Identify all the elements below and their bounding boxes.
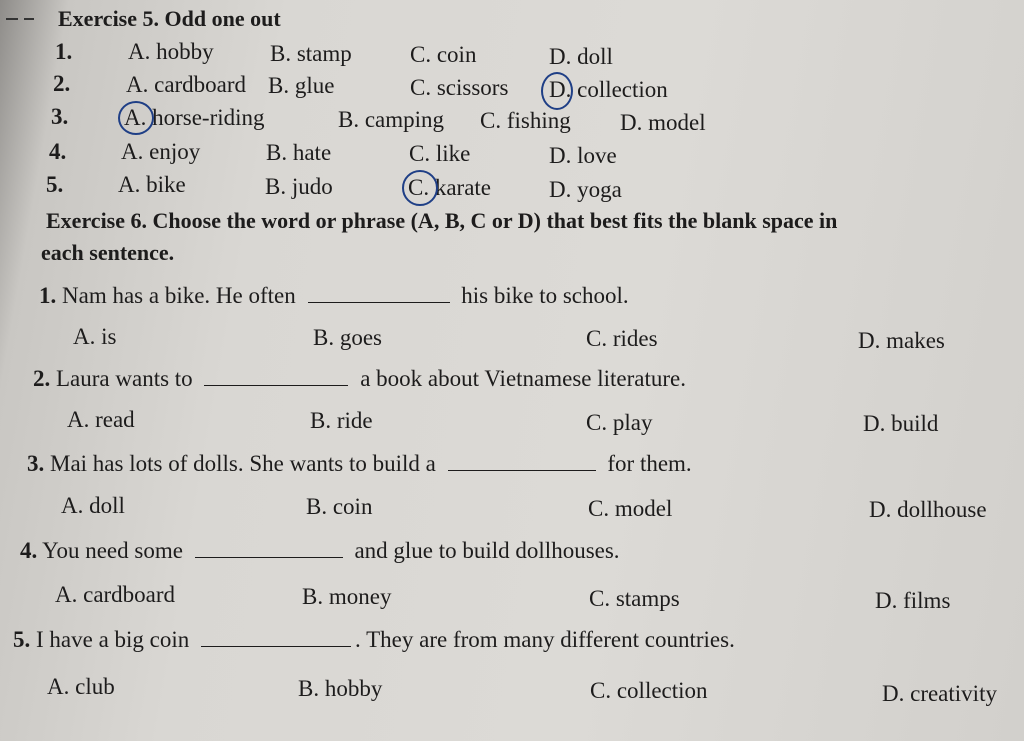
answer-circle [402,170,438,206]
ex5-option: A. bike [118,172,186,197]
exercise-6-title: Exercise 6. Choose the word or phrase (A, B, C or D) that best fits the blank space in [46,208,838,233]
question-text-after: and glue to build dollhouses. [354,538,620,563]
answer-circle [118,101,154,135]
question-5 [13,628,735,651]
ex5-option: B. camping [338,107,445,132]
choice-a: A. read [67,407,135,432]
question-text-before: I have a big coin [36,627,190,652]
choice-b: B. coin [306,494,373,519]
ex5-option: C. karate [408,175,492,200]
choice-a: A. is [73,324,117,349]
choice-d: D. dollhouse [869,497,987,522]
answer-circle [541,72,573,110]
ex5-option: A. enjoy [121,139,201,164]
ex5-row-number: 3. [51,104,69,129]
ex5-row-number: 2. [53,71,71,96]
ex5-option: B. stamp [270,41,352,66]
choice-c: C. model [588,496,673,521]
choice-d: D. films [875,588,951,613]
question-number: 2. [33,366,51,391]
choice-a: A. club [47,674,115,699]
ex5-option: C. like [409,141,471,166]
question-1 [39,284,629,307]
question-number: 3. [27,451,45,476]
question-2 [33,367,686,390]
ex5-option: D. model [620,110,706,135]
choice-c: C. play [586,410,653,435]
question-text-after: his bike to school. [461,283,629,308]
question-text-after: . They are from many different countries. [355,627,735,652]
ex5-option: A. hobby [128,39,214,64]
ex5-option: C. fishing [480,108,571,133]
ex5-option: C. coin [410,42,477,67]
ex5-option: C. scissors [410,75,509,100]
choice-b: B. goes [313,325,382,350]
choice-d: D. creativity [882,681,997,706]
ex5-option: D. collection [549,77,668,102]
choice-d: D. build [863,411,939,436]
answer-blank[interactable] [204,383,348,386]
question-text-after: for them. [607,451,692,476]
exercise-6-title-cont: each sentence. [41,240,175,265]
margin-mark [6,18,18,20]
question-number: 4. [20,538,38,563]
choice-b: B. ride [310,408,373,433]
question-text-before: Nam has a bike. He often [62,283,296,308]
question-text-before: You need some [42,538,183,563]
question-3 [27,452,692,475]
ex5-row-number: 1. [55,39,73,64]
ex5-option: B. judo [265,174,333,199]
question-text-before: Mai has lots of dolls. She wants to build a [50,451,436,476]
ex5-option: D. love [549,143,617,168]
ex5-option: B. glue [268,73,335,98]
ex5-row-number: 5. [46,172,64,197]
question-number: 5. [13,627,31,652]
answer-blank[interactable] [308,300,450,303]
ex5-option: D. yoga [549,177,622,202]
answer-blank[interactable] [195,555,343,558]
ex5-option: D. doll [549,44,613,69]
choice-c: C. stamps [589,586,680,611]
exercise-5-title: Exercise 5. Odd one out [58,6,281,31]
question-text-after: a book about Vietnamese literature. [360,366,687,391]
ex5-row-number: 4. [49,139,67,164]
choice-b: B. money [302,584,392,609]
margin-mark [24,18,34,20]
answer-blank[interactable] [201,644,351,647]
choice-d: D. makes [858,328,945,353]
question-text-before: Laura wants to [56,366,193,391]
choice-c: C. collection [590,678,708,703]
question-number: 1. [39,283,57,308]
question-4 [20,539,620,562]
choice-b: B. hobby [298,676,383,701]
choice-c: C. rides [586,326,658,351]
ex5-option: A. horse-riding [124,105,265,130]
choice-a: A. cardboard [55,582,176,607]
choice-a: A. doll [61,493,125,518]
answer-blank[interactable] [448,468,596,471]
ex5-option: A. cardboard [126,72,247,97]
ex5-option: B. hate [266,140,332,165]
